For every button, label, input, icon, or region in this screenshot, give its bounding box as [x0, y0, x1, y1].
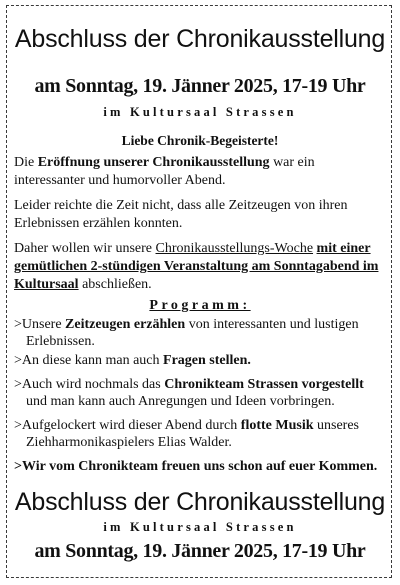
program-item-3-pre: >Auch wird nochmals das [14, 377, 165, 392]
program-item-4 [14, 417, 386, 451]
paragraph-opening-c: war ein interessanter und humorvoller Abend. [14, 155, 315, 188]
program-item-3 [14, 376, 386, 410]
program-item-3-post: und man kann auch Anregungen und Ideen vorbringen. [26, 394, 335, 409]
program-item-5 [14, 458, 386, 475]
paragraph-closing-e: abschließen. [78, 277, 152, 292]
program-item-4-post: unseres Ziehharmonikaspielers Elias Walder. [26, 418, 359, 450]
program-item-2-bold: Fragen stellen. [163, 353, 251, 368]
footer-date: am Sonntag, 19. Jänner 2025, 17-19 Uhr [34, 540, 366, 562]
footer-venue: im Kultursaal Strassen [103, 520, 297, 534]
program-item-1-pre: >Unsere [14, 317, 66, 332]
flyer-title: Abschluss der Chronikausstellung [14, 25, 386, 53]
paragraph-closing-a: Daher wollen wir unsere [14, 241, 156, 256]
paragraph-time: Leider reichte die Zeit nicht, dass alle Zeitzeugen von ihren Erlebnissen erzählen konnten. [14, 198, 348, 231]
paragraph-opening-bold: Eröffnung unserer Chronikausstellung [37, 155, 270, 170]
program-item-4-bold: flotte Musik [240, 418, 314, 433]
flyer [14, 10, 386, 565]
footer-title: Abschluss der Chronikausstellung [14, 488, 386, 516]
program-item-5-bold: >Wir vom Chronikteam freuen uns schon auf euer Kommen. [14, 459, 378, 474]
program-item-2 [14, 352, 386, 369]
paragraph-opening [14, 154, 386, 190]
paragraph-closing-week: Chronikausstellungs-Woche [155, 241, 314, 256]
program-item-1-bold: Zeitzeugen erzählen [65, 317, 186, 332]
program-item-3-bold: Chronikteam Strassen vorgestellt [164, 377, 364, 392]
paragraph-closing [14, 240, 386, 294]
program-item-4-pre: >Aufgelockert wird dieser Abend durch [14, 418, 241, 433]
program-item-1 [14, 316, 386, 350]
event-venue: im Kultursaal Strassen [103, 105, 297, 119]
paragraph-opening-a: Die [14, 155, 38, 170]
program-heading: Programm: [149, 298, 251, 313]
program-item-1-post: von interessanten und lustigen Erlebnissen. [26, 317, 359, 349]
greeting: Liebe Chronik-Begeisterte! [121, 133, 279, 148]
program-item-2-pre: >An diese kann man auch [14, 353, 164, 368]
event-date: am Sonntag, 19. Jänner 2025, 17-19 Uhr [34, 75, 366, 97]
paragraph-closing-event: mit einer gemütlichen 2-stündigen Veranstaltung am Sonntagabend im Kultursaal [14, 241, 379, 292]
